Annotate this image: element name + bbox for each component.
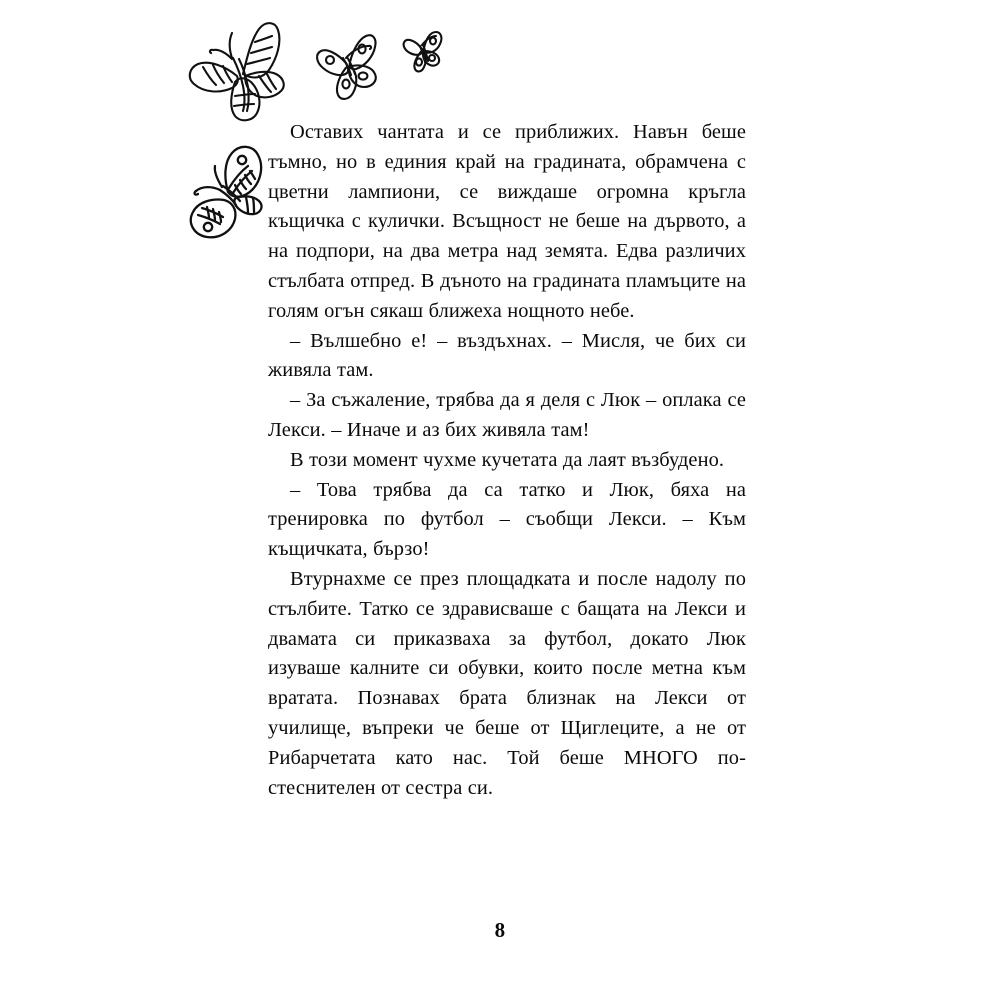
paragraph: – Това трябва да са татко и Люк, бяха на тренировка по футбол – съобщи Лекси. – Към къщичката, бързо! xyxy=(268,478,746,561)
butterfly-medium-icon xyxy=(313,30,383,102)
butterfly-margin-icon xyxy=(182,138,270,260)
page-number: 8 xyxy=(494,918,506,942)
paragraph: – Вълшебно е! – въздъхнах. – Мисля, че бих си живяла там. xyxy=(268,329,746,382)
paragraph: – За съжаление, трябва да я деля с Люк – оплака се Лекси. – Иначе и аз бих живяла там! xyxy=(268,389,746,441)
paragraph: Оставих чантата и се приближих. Навън беше тъмно, но в единия край на градината, обрамчена с цветни лампиони, се виждаше огромна кръгла къщичка с кулички. Всъщност не беше на дървото, а на подпори, на два метра над земята. Едва различих стълбата отпред. В дъното на градината пламъците на голям огън сякаш ближеха нощното небе. xyxy=(268,121,746,322)
butterfly-cluster xyxy=(185,18,465,123)
paragraph: Втурнахме се през площадката и после надолу по стълбите. Татко се здрависваше с бащата на Лекси и двамата си приказваха за футбол, докато Люк изуваше калните си обувки, които после метна към вратата. Познавах брата близнак на Лекси от училище, въпреки че беше от Щиглеците, а не от Рибарчетата като нас. Той беше МНОГО по-стеснителен от сестра си. xyxy=(268,567,746,799)
butterfly-large-icon xyxy=(185,18,297,123)
body-text xyxy=(268,118,746,803)
butterfly-small-icon xyxy=(398,26,448,76)
paragraph: В този момент чухме кучетата да лаят възбудено. xyxy=(290,448,725,471)
